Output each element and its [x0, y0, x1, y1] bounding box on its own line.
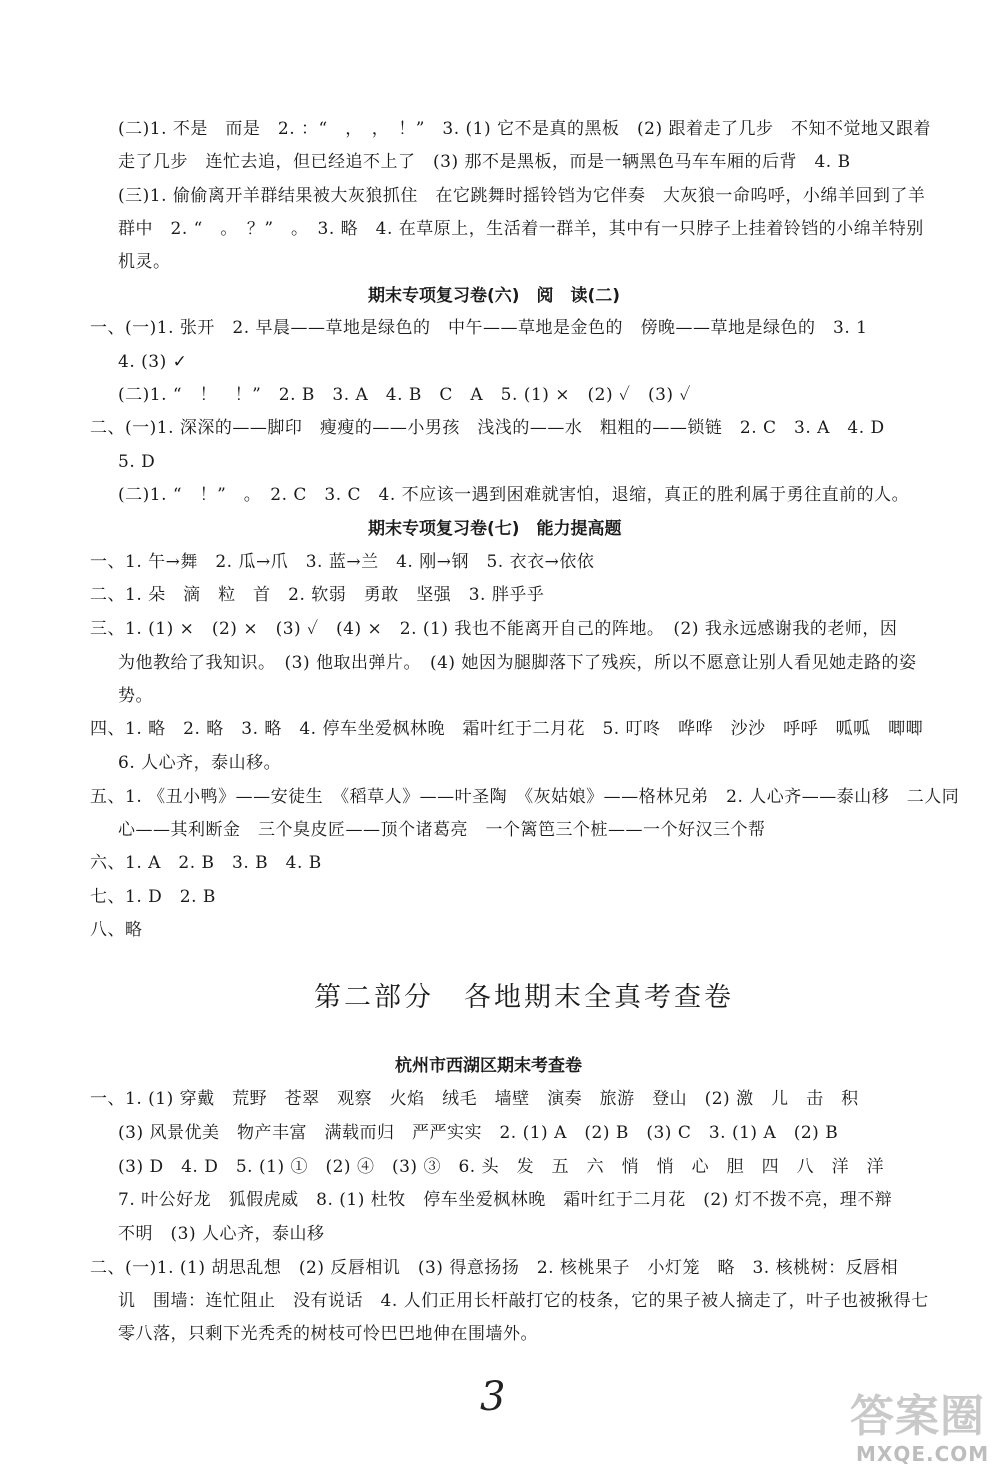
answer-line: 零八落，只剩下光秃秃的树枝可怜巴巴地伸在围墙外。 — [118, 1324, 538, 1344]
answer-line: 为他教给了我知识。 (3) 他取出弹片。 (4) 她因为腿脚落下了残疾，所以不愿意让别人看见她走路的姿 — [118, 653, 917, 673]
answer-line: 二、(一)1. 深深的——脚印 瘦瘦的——小男孩 浅浅的——水 粗粗的——锁链 2. C 3. A 4. D — [90, 418, 885, 438]
answer-line: 心——其利断金 三个臭皮匠——顶个诸葛亮 一个篱笆三个桩——一个好汉三个帮 — [118, 820, 766, 840]
page-number: 3 — [480, 1374, 506, 1420]
answer-line: 八、略 — [90, 920, 143, 940]
answer-line: 七、1. D 2. B — [90, 887, 216, 907]
section-title: 期末专项复习卷(六) 阅 读(二) — [368, 286, 621, 306]
watermark-text: 答案圈 — [850, 1391, 985, 1442]
answer-line: 一、1. 午→舞 2. 瓜→爪 3. 蓝→兰 4. 刚→钢 5. 衣衣→依依 — [90, 552, 595, 572]
watermark-logo — [850, 1392, 1000, 1473]
answer-line: 一、1. (1) 穿戴 荒野 苍翠 观察 火焰 绒毛 墙壁 演奏 旅游 登山 (2) 激 儿 击 积 — [90, 1089, 859, 1109]
answer-line: 势。 — [118, 686, 153, 706]
answer-line: 六、1. A 2. B 3. B 4. B — [90, 853, 322, 873]
answer-line: 三、1. (1) × (2) × (3) ✓ (4) × 2. (1) 我也不能离开自己的阵地。 (2) 我永远感谢我的老师，因 — [90, 619, 898, 639]
answer-line: (二)1. “ ！” 。 2. C 3. C 4. 不应该一遇到困难就害怕，退缩，真正的胜利属于勇往直前的人。 — [118, 485, 910, 505]
answer-line: 走了几步 连忙去追，但已经追不上了 (3) 那不是黑板，而是一辆黑色马车车厢的后背 4. B — [118, 152, 851, 172]
answer-line: (二)1. “ ！ ！” 2. B 3. A 4. B C A 5. (1) × (2) ✓ (3) ✓ — [118, 385, 691, 405]
answer-line: (3) D 4. D 5. (1) ① (2) ④ (3) ③ 6. 头 发 五 六 悄 悄 心 胆 四 八 洋 洋 — [118, 1157, 885, 1177]
answer-line: 群中 2. “ 。 ？” 。 3. 略 4. 在草原上，生活着一群羊，其中有一只脖子上挂着铃铛的小绵羊特别 — [118, 219, 924, 239]
watermark-url: MXQE.COM — [856, 1442, 990, 1466]
answer-line: 不明 (3) 人心齐，泰山移 — [118, 1224, 325, 1244]
answer-line: 机灵。 — [118, 252, 171, 272]
part-heading: 第二部分 各地期末全真考查卷 — [314, 982, 734, 1013]
answer-line: (二)1. 不是 而是 2. ：“ ， ， ！” 3. (1) 它不是真的黑板 (2) 跟着走了几步 不知不觉地又跟着 — [118, 119, 931, 139]
answer-line: 一、(一)1. 张开 2. 早晨——草地是绿色的 中午——草地是金色的 傍晚——草地是绿色的 3. 1 — [90, 318, 868, 338]
answer-line: 4. (3) ✓ — [118, 352, 188, 372]
answer-line: 五、1. 《丑小鸭》——安徒生 《稻草人》——叶圣陶 《灰姑娘》——格林兄弟 2. 人心齐——泰山移 二人同 — [90, 787, 960, 807]
section-title: 杭州市西湖区期末考查卷 — [395, 1056, 582, 1076]
answer-line: 5. D — [118, 452, 156, 472]
answer-line: 7. 叶公好龙 狐假虎威 8. (1) 杜牧 停车坐爱枫林晚 霜叶红于二月花 (2) 灯不拨不亮，理不辩 — [118, 1190, 893, 1210]
answer-line: 讥 围墙：连忙阻止 没有说话 4. 人们正用长杆敲打它的枝条，它的果子被人摘走了，叶子也被揪得七 — [118, 1291, 929, 1311]
answer-line: 二、1. 朵 滴 粒 首 2. 软弱 勇敢 坚强 3. 胖乎乎 — [90, 585, 545, 605]
section-title: 期末专项复习卷(七) 能力提高题 — [368, 519, 622, 539]
answer-line: (3) 风景优美 物产丰富 满载而归 严严实实 2. (1) A (2) B (3) C 3. (1) A (2) B — [118, 1123, 839, 1143]
answer-line: (三)1. 偷偷离开羊群结果被大灰狼抓住 在它跳舞时摇铃铛为它伴奏 大灰狼一命呜呼，小绵羊回到了羊 — [118, 186, 926, 206]
answer-line: 6. 人心齐，泰山移。 — [118, 753, 282, 773]
answer-line: 二、(一)1. (1) 胡思乱想 (2) 反唇相讥 (3) 得意扬扬 2. 核桃果子 小灯笼 略 3. 核桃树：反唇相 — [90, 1258, 899, 1278]
answer-line: 四、1. 略 2. 略 3. 略 4. 停车坐爱枫林晚 霜叶红于二月花 5. 叮咚 哗哗 沙沙 呼呼 呱呱 唧唧 — [90, 719, 924, 739]
